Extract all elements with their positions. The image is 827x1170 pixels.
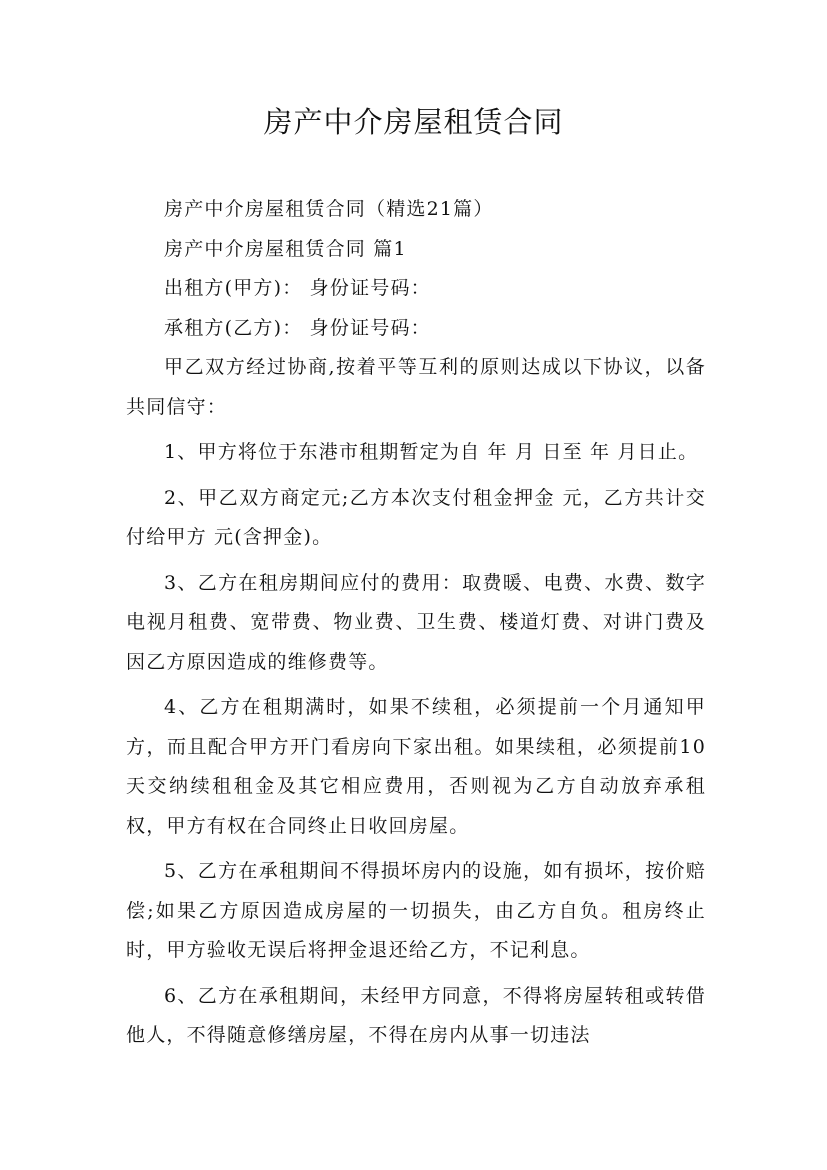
paragraph-clause-2: 2、甲乙双方商定元;乙方本次支付租金押金 元，乙方共计交付给甲方 元(含押金)。 xyxy=(126,486,706,548)
document-body xyxy=(126,190,706,1056)
paragraph-lessor: 出租方(甲方)： 身份证号码： xyxy=(164,277,431,299)
paragraph-clause-1: 1、甲方将位于东港市租期暂定为自 年 月 日至 年 月日止。 xyxy=(164,441,699,463)
paragraph-subtitle: 房产中介房屋租赁合同（精选21篇） xyxy=(164,198,494,220)
paragraph-section-heading: 房产中介房屋租赁合同 篇1 xyxy=(164,237,407,260)
paragraph-lessee: 承租方(乙方)： 身份证号码： xyxy=(164,316,431,339)
document-title: 房产中介房屋租赁合同 xyxy=(263,105,564,139)
paragraph-clause-4: 4、乙方在租期满时，如果不续租，必须提前一个月通知甲方，而且配合甲方开门看房向下家出租。如果续租，必须提前10天交纳续租租金及其它相应费用，否则视为乙方自动放弃承租权，甲方有权在合同终止日收回房屋。 xyxy=(126,696,706,837)
paragraph-clause-5: 5、乙方在承租期间不得损坏房内的设施，如有损坏，按价赔偿;如果乙方原因造成房屋的一切损失，由乙方自负。租房终止时，甲方验收无误后将押金退还给乙方，不记利息。 xyxy=(126,860,706,961)
paragraph-clause-3: 3、乙方在租房期间应付的费用：取费暖、电费、水费、数字电视月租费、宽带费、物业费、卫生费、楼道灯费、对讲门费及因乙方原因造成的维修费等。 xyxy=(126,571,706,673)
paragraph-preamble: 甲乙双方经过协商,按着平等互利的原则达成以下协议，以备共同信守： xyxy=(126,356,706,418)
paragraph-clause-6: 6、乙方在承租期间，未经甲方同意，不得将房屋转租或转借他人，不得随意修缮房屋，不得在房内从事一切违法 xyxy=(126,984,706,1046)
